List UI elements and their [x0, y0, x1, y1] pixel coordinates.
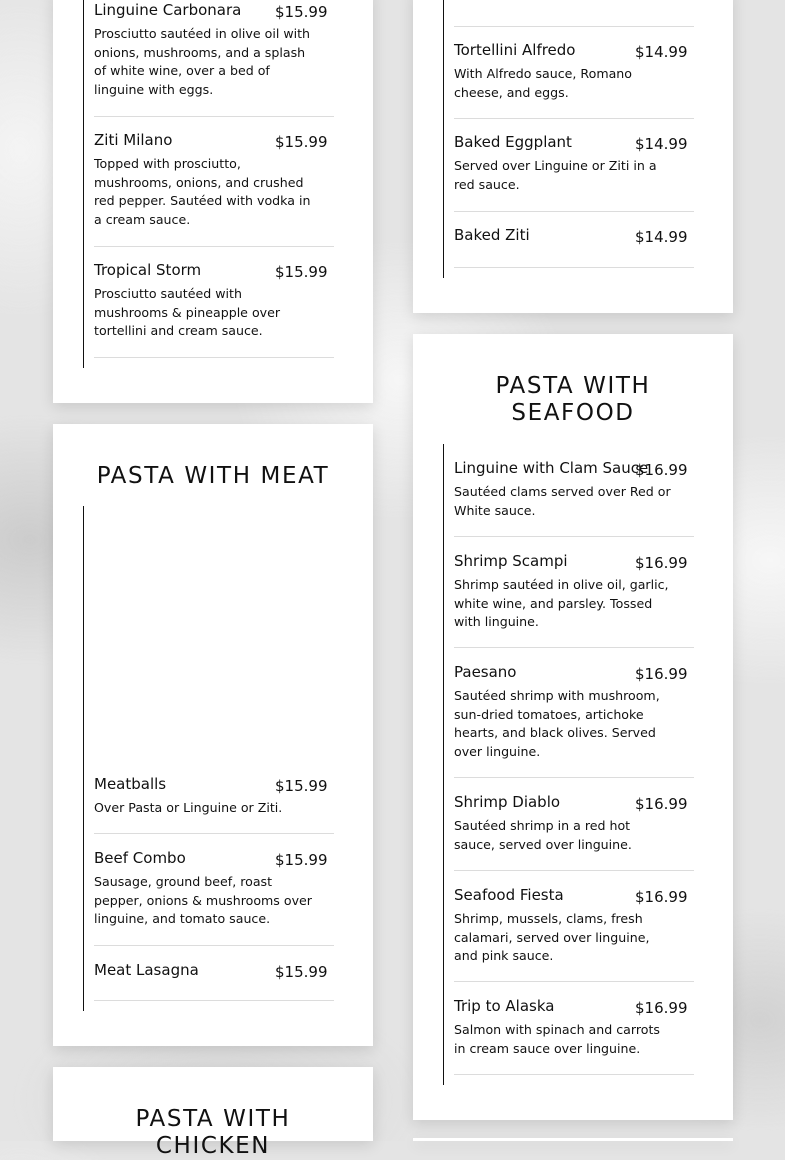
item-divider — [454, 777, 694, 778]
section-rail — [443, 444, 444, 1085]
menu-item-description: Salmon with spinach and carrots in cream sauce over linguine. — [454, 1022, 660, 1056]
menu-item-description: Shrimp sautéed in olive oil, garlic, white wine, and parsley. Tossed with linguine. — [454, 577, 669, 629]
item-divider — [94, 357, 334, 358]
item-divider — [454, 211, 694, 212]
menu-card-pasta-with-meat — [53, 424, 373, 1046]
menu-item[interactable] — [94, 0, 334, 110]
menu-item-description: With Alfredo sauce, Romano cheese, and eggs. — [454, 66, 632, 100]
menu-item-price: $14.99 — [635, 135, 688, 153]
menu-item-description: Shrimp, mussels, clams, fresh calamari, served over linguine, and pink sauce. — [454, 911, 650, 963]
menu-item-name: Shrimp Diablo — [454, 793, 561, 811]
menu-item-name: Meatballs — [94, 775, 167, 793]
section-title-line-1: PASTA WITH — [135, 1106, 291, 1132]
menu-item-name: Baked Ziti — [454, 226, 530, 244]
menu-item-description: Sautéed shrimp with mushroom, sun-dried tomatoes, artichoke hearts, and black olives. Served over linguine. — [454, 688, 660, 759]
menu-item[interactable] — [454, 225, 694, 255]
item-divider — [94, 1000, 334, 1001]
menu-item[interactable] — [94, 960, 334, 990]
menu-item-name: Baked Eggplant — [454, 133, 572, 151]
menu-item-price: $14.99 — [635, 43, 688, 61]
item-divider — [94, 246, 334, 247]
section-title-line-2: CHICKEN — [155, 1133, 271, 1159]
menu-item-price: $15.99 — [275, 133, 328, 151]
menu-item-description — [454, 0, 674, 3]
menu-item[interactable] — [454, 885, 694, 975]
menu-item[interactable] — [454, 662, 694, 772]
menu-item[interactable] — [454, 551, 694, 641]
menu-item-name: Tortellini Alfredo — [454, 41, 576, 59]
section-rail — [83, 506, 84, 1011]
item-divider — [454, 1074, 694, 1075]
section-title-line-1: PASTA WITH — [495, 373, 651, 399]
menu-item-name: Ziti Milano — [94, 131, 173, 149]
menu-item-name: Paesano — [454, 663, 517, 681]
menu-item-price: $15.99 — [275, 263, 328, 281]
menu-item[interactable] — [94, 260, 334, 340]
menu-item-price: $16.99 — [635, 795, 688, 813]
menu-item[interactable] — [94, 130, 334, 230]
menu-item-name: Beef Combo — [94, 849, 186, 867]
menu-item-description: Topped with prosciutto, mushrooms, onions, and crushed red pepper. Sautéed with vodka in a cream sauce. — [94, 156, 311, 227]
item-divider — [94, 116, 334, 117]
item-divider — [454, 26, 694, 27]
menu-card-continued-left — [53, 0, 373, 403]
menu-item-name: Trip to Alaska — [454, 997, 555, 1015]
menu-item[interactable] — [454, 132, 694, 192]
menu-item-price: $16.99 — [635, 888, 688, 906]
menu-item[interactable] — [454, 792, 694, 862]
menu-item-description: Sautéed shrimp in a red hot sauce, served over linguine. — [454, 818, 632, 852]
menu-item-price: $16.99 — [635, 665, 688, 683]
menu-item[interactable] — [454, 40, 694, 100]
item-divider — [454, 981, 694, 982]
menu-item-price: $15.99 — [275, 3, 328, 21]
menu-item-name: Meat Lasagna — [94, 961, 199, 979]
item-divider — [94, 945, 334, 946]
menu-card-continued-right — [413, 0, 733, 313]
menu-card-pasta-with-seafood — [413, 334, 733, 1120]
menu-card-pasta-with-chicken — [53, 1067, 373, 1159]
menu-item-name: Linguine with Clam Sauce — [454, 459, 649, 477]
item-divider — [454, 118, 694, 119]
menu-item[interactable] — [94, 774, 334, 819]
menu-item-price: $15.99 — [275, 963, 328, 981]
menu-item-name: Shrimp Scampi — [454, 552, 568, 570]
menu-item-price: $15.99 — [275, 777, 328, 795]
menu-item-price: $16.99 — [635, 999, 688, 1017]
menu-item-name: Linguine Carbonara — [94, 1, 242, 19]
item-divider — [94, 833, 334, 834]
item-divider — [454, 536, 694, 537]
item-divider — [454, 647, 694, 648]
item-divider — [454, 267, 694, 268]
menu-item-price: $16.99 — [635, 461, 688, 479]
menu-item-price: $15.99 — [275, 851, 328, 869]
item-divider — [454, 870, 694, 871]
menu-item-description: Sausage, ground beef, roast pepper, onions & mushrooms over linguine, and tomato sauce. — [94, 874, 312, 926]
section-title: PASTA WITH MEAT — [96, 463, 330, 489]
menu-item[interactable] — [94, 848, 334, 933]
menu-item[interactable] — [454, 458, 694, 528]
section-rail — [83, 0, 84, 368]
menu-item-name: Seafood Fiesta — [454, 886, 564, 904]
menu-item-price: $16.99 — [635, 554, 688, 572]
menu-item-description: Over Pasta or Linguine or Ziti. — [94, 800, 283, 815]
section-rail — [443, 0, 444, 278]
menu-item-description: Prosciutto sautéed in olive oil with onions, mushrooms, and a splash of white wine, over a bed of linguine with eggs. — [94, 26, 311, 97]
menu-item-price: $14.99 — [635, 228, 688, 246]
menu-item-description: Sautéed clams served over Red or White sauce. — [454, 484, 671, 518]
menu-item-description: Served over Linguine or Ziti in a red sauce. — [454, 158, 657, 192]
menu-item-description: Prosciutto sautéed with mushrooms & pineapple over tortellini and cream sauce. — [94, 286, 281, 338]
menu-item-name: Tropical Storm — [94, 261, 202, 279]
menu-item[interactable] — [454, 996, 694, 1066]
section-title-line-2: SEAFOOD — [511, 400, 635, 426]
